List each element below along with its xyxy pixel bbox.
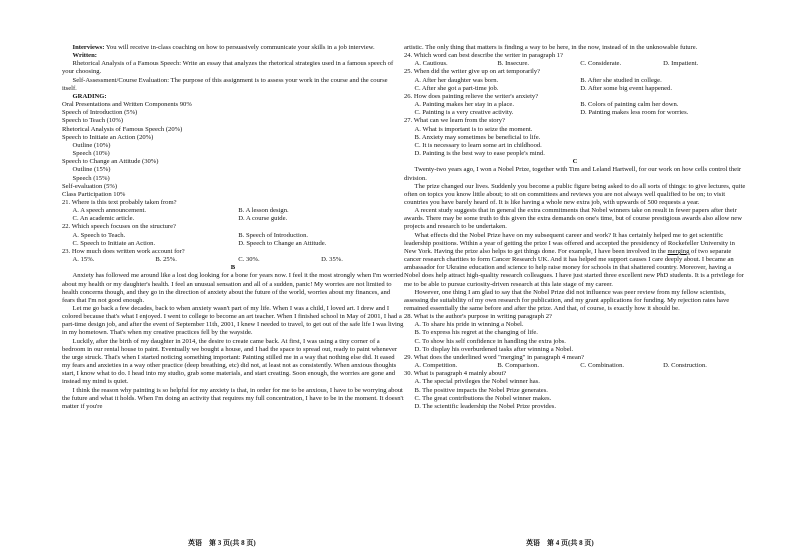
- text-line: Speech to Change an Attitude (30%): [62, 158, 159, 166]
- text-line: 21. Where is this text probably taken from?: [62, 198, 177, 206]
- text-line: 30. What is paragraph 4 mainly about?: [404, 370, 507, 378]
- page-footer-left: 英语 第 3 页(共 8 页): [188, 539, 256, 547]
- answer-option: D. Impatient.: [663, 60, 699, 68]
- answer-option: A. Speech to Teach.: [72, 231, 126, 239]
- answer-option: D. Painting makes less room for worries.: [580, 109, 689, 117]
- answer-option: C. An academic article.: [72, 215, 135, 223]
- text-line: The prize changed our lives. Suddenly you become a public figure being asked to do all sorts of things: to give lectures, quite often on topics you know little about; to sit on committees and reviews you are not always well qualified to be on; to visit countries you have barely heard of. It is like having a whole new extra job, with upwards of 500 requests a year.: [404, 182, 746, 206]
- section-heading: C: [572, 158, 578, 166]
- text-line: C. To show his self confidence in handling the extra jobs.: [414, 337, 566, 345]
- text-line: Written:: [72, 52, 97, 60]
- text-line: artistic. The only thing that matters is finding a way to be here, in the now, instead of in the unknowable future.: [404, 44, 698, 51]
- text-line: Speech (15%): [72, 174, 110, 182]
- text-line: Speech of Introduction (5%): [62, 109, 138, 117]
- text-line: GRADING:: [72, 92, 107, 100]
- text-line: Rhetorical Analysis of Famous Speech (20%): [62, 125, 183, 133]
- text-line: 25. When did the writer give up on art temporarily?: [404, 68, 541, 76]
- text-line: Class Participation 10%: [62, 190, 126, 198]
- text-line: 28. What is the author's purpose in writing paragraph 2?: [404, 313, 552, 321]
- text-line: 22. Which speech focuses on the structure?: [62, 223, 176, 231]
- answer-options: [62, 256, 404, 264]
- text-line: Interviews: You will receive in-class coaching on how to persuasively communicate your skills in a job interview.: [72, 44, 375, 51]
- answer-option: A. Competition.: [414, 362, 458, 370]
- text-line: Speech to Teach (10%): [62, 117, 124, 125]
- answer-options: [62, 232, 404, 240]
- right-column: [404, 44, 746, 411]
- text-line: 23. How much does written work account for?: [62, 247, 185, 255]
- answer-options: [404, 85, 746, 93]
- answer-option: A. After her daughter was born.: [414, 76, 499, 84]
- answer-option: D. Construction.: [663, 362, 707, 370]
- answer-options: [404, 109, 746, 117]
- text-line: Outline (15%): [72, 166, 111, 174]
- text-line: D. To display his overburdened tasks after winning a Nobel.: [414, 345, 574, 353]
- answer-option: C. Painting is a very creative activity.: [414, 109, 514, 117]
- answer-options: [62, 207, 404, 215]
- answer-option: B. After she studied in college.: [580, 76, 662, 84]
- text-line: However, one thing I am glad to say that the Nobel Prize did not influence was peer review from my fellow scientists, assessing the suitability of my own research for publication, and my grant applications for funding. My rejection rates have remained essentially the same before and after the prize. And that, of course, is exactly how it should be.: [404, 288, 730, 312]
- text-line: Oral Presentations and Written Components 90%: [62, 101, 192, 109]
- text-line: 24. Which word can best describe the writer in paragraph 1?: [404, 52, 563, 60]
- text-line: Speech (10%): [72, 150, 110, 158]
- text-line: C. It is necessary to learn some art in childhood.: [414, 141, 542, 149]
- answer-option: C. Speech to Initiate an Action.: [72, 239, 156, 247]
- answer-option: B. A lesson design.: [238, 207, 289, 215]
- text-line: A. The special privileges the Nobel winner has.: [414, 378, 540, 386]
- text-line: D. Painting is the best way to ease people's mind.: [414, 150, 545, 158]
- text-line: I think the reason why painting is so helpful for my anxiety is that, in order for me to be anxious, I have to be worrying about the future and what it holds. When I'm doing an activity that requires my full concentration, I have to be in the moment. It doesn't matter if you're: [62, 386, 404, 410]
- answer-option: B. 25%.: [155, 256, 177, 264]
- text-line: Rhetorical Analysis of a Famous Speech: Write an essay that analyzes the rhetorical strategies used in a famous speech of your choosing.: [62, 60, 394, 76]
- answer-option: A. Painting makes her stay in a place.: [414, 101, 514, 109]
- answer-options: [404, 60, 746, 68]
- answer-option: A. 15%.: [72, 256, 95, 264]
- text-line: C. The great contributions the Nobel winner makes.: [414, 394, 552, 402]
- answer-option: D. Speech to Change an Attitude.: [238, 239, 327, 247]
- answer-option: B. Colors of painting calm her down.: [580, 101, 679, 109]
- text-line: Speech to Initiate an Action (20%): [62, 133, 154, 141]
- left-column: [62, 44, 404, 411]
- answer-option: C. 30%.: [238, 256, 260, 264]
- text-line: Outline (10%): [72, 141, 111, 149]
- text-line: B. The positive impacts the Nobel Prize generates.: [414, 386, 548, 394]
- answer-option: C. Combination.: [580, 362, 625, 370]
- answer-option: A. A speech announcement.: [72, 207, 146, 215]
- answer-options: [404, 101, 746, 109]
- answer-options: [404, 362, 746, 370]
- text-line: Luckily, after the birth of my daughter in 2014, the desire to create came back. At first, I was using a tiny corner of a bedroom in our rental house to paint. Eventually we bought a house, and I had the space to spread out, ready to paint whenever the urge struck. That's when I started noticing something important: Painting stilled me in a way that nothing else did. It eased my fears and anxieties in a way other practice (deep breathing, etc) did not, at least not as consistently. When anxious thoughts start, I know what to do. I head into my studio, grab some materials, and start creating. Soon enough, the worries are gone and instead my mind is quiet.: [62, 337, 398, 386]
- answer-options: [62, 240, 404, 248]
- text-line: A. To share his pride in winning a Nobel.: [414, 321, 524, 329]
- answer-option: C. After she got a part-time job.: [414, 84, 499, 92]
- text-line: A recent study suggests that in general the extra commitments that Nobel winners take on result in fewer papers after their awards. There may be some truth to this given the extra demands on one's time, but of course prestigious awards also allow new projects and research to be undertaken.: [404, 207, 742, 231]
- text-line: 29. What does the underlined word "merging" in paragraph 4 mean?: [404, 353, 585, 361]
- answer-option: D. A course guide.: [238, 215, 288, 223]
- page-footer-right: 英语 第 4 页(共 8 页): [526, 539, 594, 547]
- answer-option: A. Cautious.: [414, 60, 448, 68]
- text-line: D. The scientific leadership the Nobel Prize provides.: [414, 402, 556, 410]
- answer-option: D. 35%.: [321, 256, 343, 264]
- text-line: B. To express his regret at the changing of life.: [414, 329, 538, 337]
- text-line: Self-Assessment/Course Evaluation: The purpose of this assignment is to assess your work in the course and the course itself.: [62, 76, 388, 92]
- text-line: Twenty-two years ago, I won a Nobel Prize, together with Tim and Leland Hartwell, for our work on how cells control their division.: [404, 166, 742, 182]
- answer-option: C. Considerate.: [580, 60, 622, 68]
- answer-option: D. After some big event happened.: [580, 84, 673, 92]
- answer-option: B. Speech of Introduction.: [238, 231, 309, 239]
- answer-option: B. Insecure.: [497, 60, 530, 68]
- text-line: What effects did the Nobel Prize have on my subsequent career and work? It has certainly helped me to get scientific leadership positions. Within a year of getting the prize I was offered and accepted the presidency of Rockefeller University in New York. Having the prize also helps to get things done. For example, I have been involved in the merging of two separate cancer research charities to form Cancer Research UK. And it has helped me support causes I care deeply about. I became an ambassador for Ukraine education and science to help raise money for schools in that shattered country. Moreover, having a Nobel does help attract high-quality research colleagues. I have just started three excellent new PhD students. It is a privilege for me to be able to pursue curiosity-driven research at this late stage of my career.: [404, 231, 744, 288]
- text-line: Self-evaluation (5%): [62, 182, 118, 190]
- text-line: 26. How does painting relieve the writer's anxiety?: [404, 92, 539, 100]
- answer-options: [404, 77, 746, 85]
- text-line: 27. What can we learn from the story?: [404, 117, 505, 125]
- text-line: Anxiety has followed me around like a lost dog looking for a bone for years now. I feel it the most strongly when I'm worried about my health or my daughter's health. I feel an unusual sensation and all of a sudden, panic! My worries are not limited to health concerns though, and they go in the direction of anxiety about the future of the world, worries about my finances, and fears that I'm not good enough.: [62, 272, 404, 304]
- text-line: B. Anxiety may sometimes be beneficial to life.: [414, 133, 541, 141]
- text-line: Let me go back a few decades, back to when anxiety wasn't part of my life. When I was a child, I loved art. I drew and I colored because that's what I enjoyed. I went to college to become an art teacher. When I finished school in May of 2001, I had a part-time design job, and after the event of September 11th, 2001, I knew I needed to travel, to get out of the safe life I was living in my hometown. That's when my creative practices fell by the wayside.: [62, 305, 404, 337]
- section-heading: B: [230, 264, 236, 272]
- answer-option: B. Comparison.: [497, 362, 539, 370]
- text-line: A. What is important is to seize the moment.: [414, 125, 533, 133]
- answer-options: [62, 215, 404, 223]
